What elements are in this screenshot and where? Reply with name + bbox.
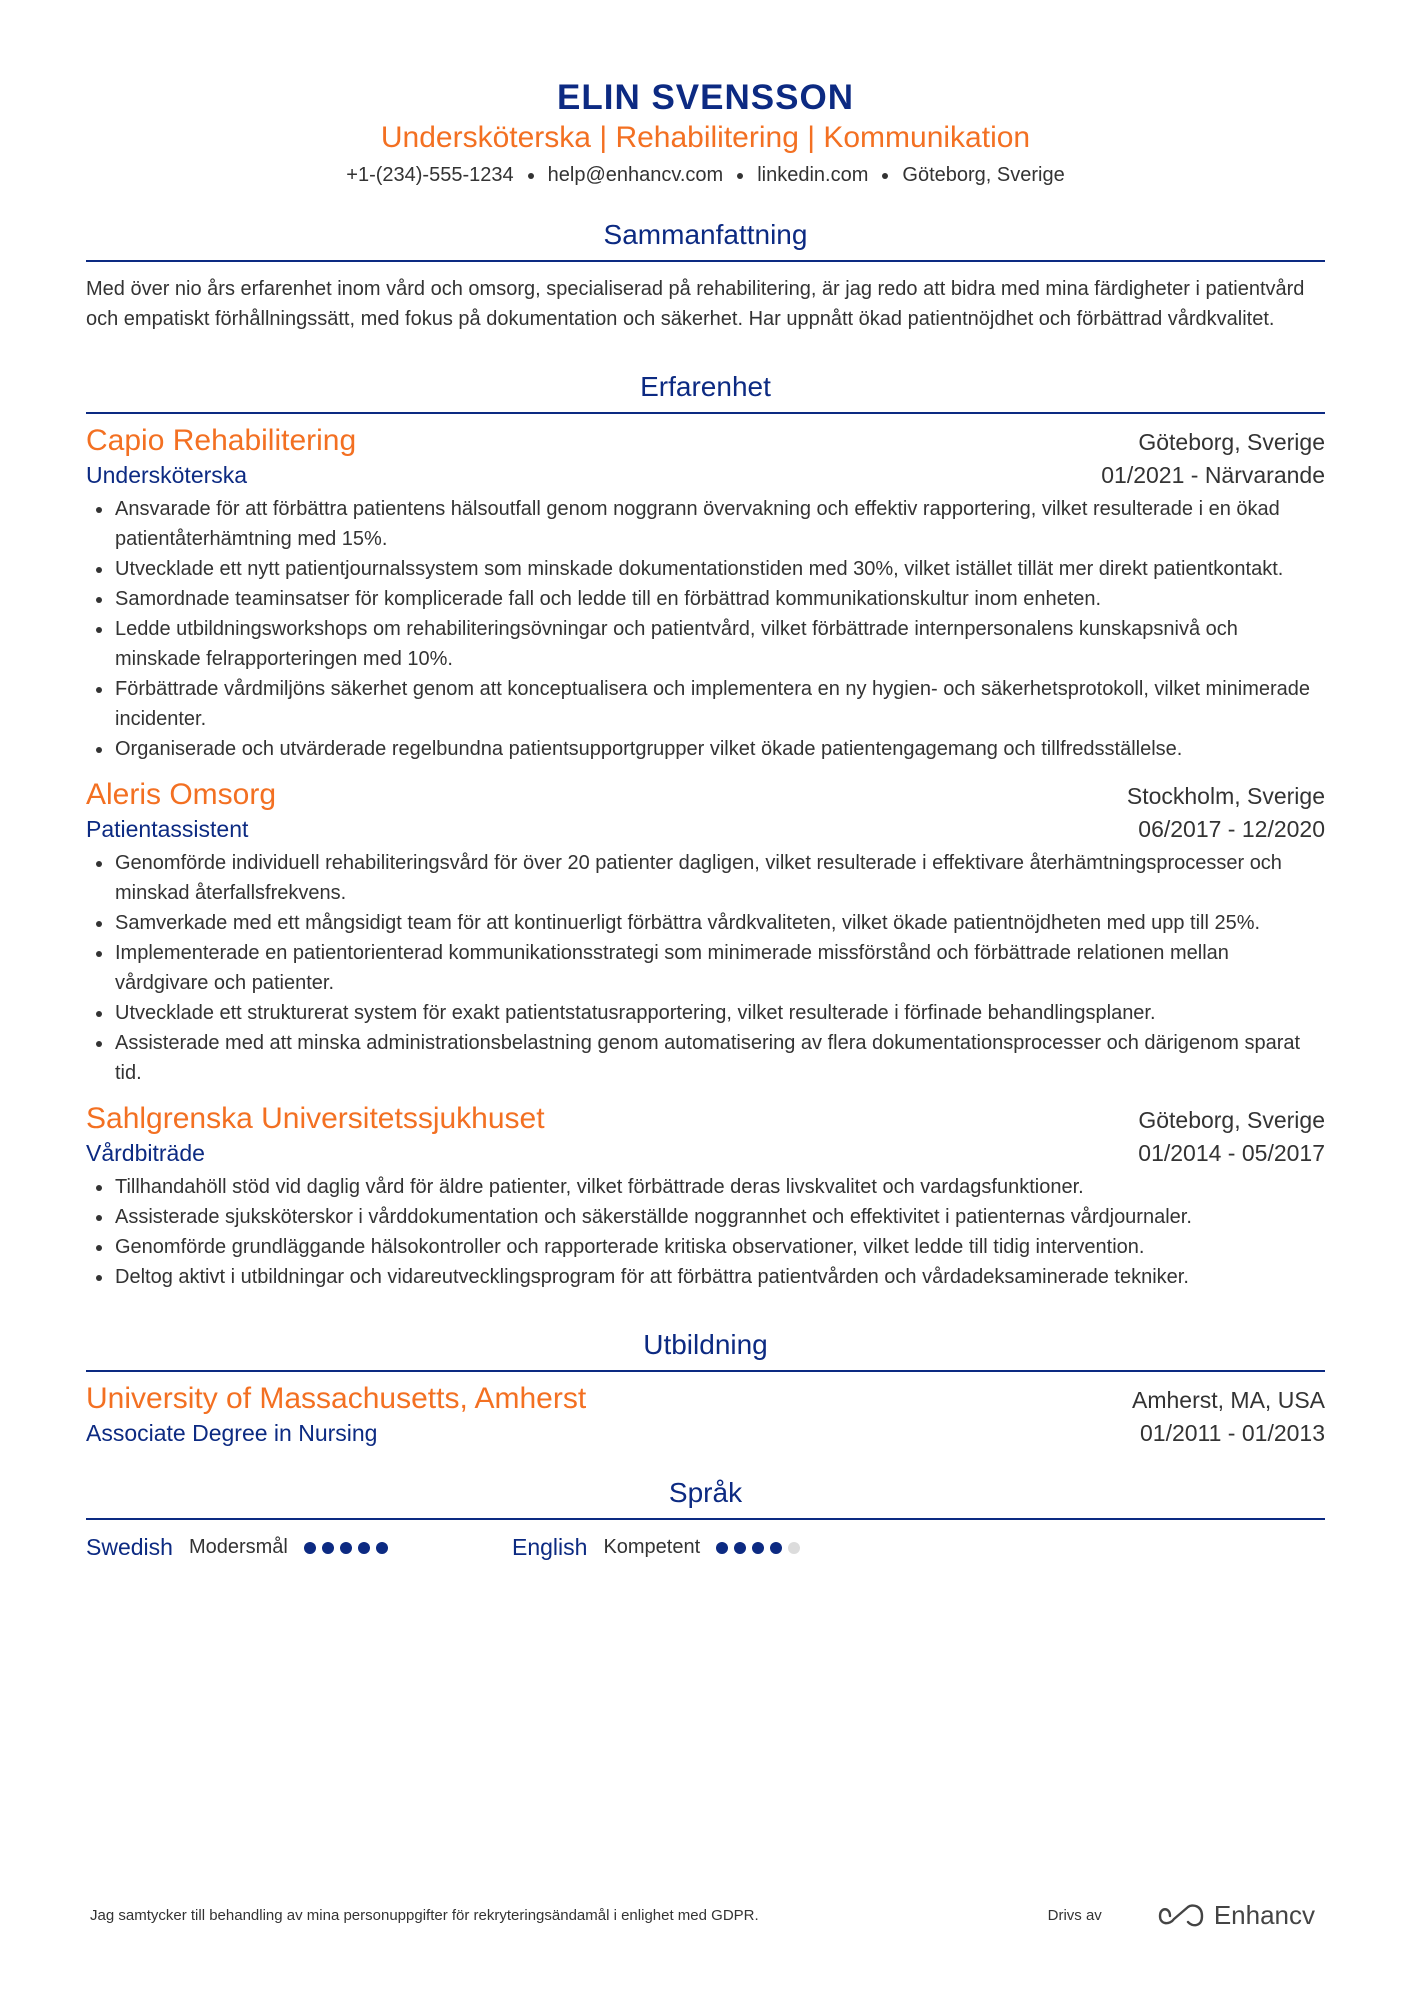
company-name: Capio Rehabilitering bbox=[86, 424, 357, 457]
job-role: Undersköterska bbox=[86, 462, 248, 488]
experience-item bbox=[86, 1100, 1325, 1292]
bullet-item: Assisterade med att minska administrationsbelastning genom automatisering av flera dokumentationsprocesser och därigenom sparat tid. bbox=[86, 1028, 1325, 1088]
rating-dot-filled bbox=[322, 1542, 334, 1554]
separator-dot bbox=[882, 173, 888, 179]
linkedin[interactable]: linkedin.com bbox=[757, 164, 869, 186]
school-location: Amherst, MA, USA bbox=[1132, 1387, 1325, 1413]
rating-dot-filled bbox=[752, 1542, 764, 1554]
job-dates: 01/2021 - Närvarande bbox=[1101, 462, 1325, 488]
bullet-item: Genomförde grundläggande hälsokontroller och rapporterade kritiska observationer, vilket ledde till tidig intervention. bbox=[86, 1232, 1325, 1262]
languages-heading: Språk bbox=[86, 1476, 1325, 1520]
company-name: Sahlgrenska Universitetssjukhuset bbox=[86, 1102, 545, 1135]
degree: Associate Degree in Nursing bbox=[86, 1420, 378, 1446]
bullet-item: Ansvarade för att förbättra patientens hälsoutfall genom noggrann övervakning och effektiv rapportering, vilket resulterade i en ökad patientåterhämtning med 15%. bbox=[86, 494, 1325, 554]
summary-text: Med över nio års erfarenhet inom vård och omsorg, specialiserad på rehabilitering, är jag redo att bidra med mina färdigheter i patientvård och empatiskt förhållningssätt, med fokus på dokumentation och säkerhet. Har uppnått ökad patientnöjdhet och förbättrad vårdkvalitet. bbox=[86, 278, 1305, 330]
separator-dot bbox=[528, 173, 534, 179]
brand-name: Enhancv bbox=[1213, 1900, 1315, 1930]
rating-dot-filled bbox=[304, 1542, 316, 1554]
gdpr-consent: Jag samtycker till behandling av mina personuppgifter för rekryteringsändamål i enlighet med GDPR. bbox=[90, 1907, 759, 1924]
bullet-item: Utvecklade ett nytt patientjournalssystem som minskade dokumentationstiden med 30%, vilket istället tillät mer direkt patientkontakt. bbox=[86, 554, 1325, 584]
job-location: Göteborg, Sverige bbox=[1138, 1107, 1325, 1133]
language-rating bbox=[716, 1542, 800, 1554]
resume-page bbox=[86, 0, 1325, 1561]
bullet-item: Förbättrade vårdmiljöns säkerhet genom att konceptualisera och implementera en ny hygien- och säkerhetsprotokoll, vilket minimerade incidenter. bbox=[86, 674, 1325, 734]
location: Göteborg, Sverige bbox=[902, 164, 1065, 186]
summary-heading: Sammanfattning bbox=[86, 218, 1325, 262]
education-item bbox=[86, 1380, 1325, 1448]
job-location: Göteborg, Sverige bbox=[1138, 429, 1325, 455]
bullet-item: Samverkade med ett mångsidigt team för att kontinuerligt förbättra vårdkvaliteten, vilket ökade patientnöjdheten med upp till 25%. bbox=[86, 908, 1325, 938]
contact-line bbox=[86, 162, 1325, 188]
bullet-item: Tillhandahöll stöd vid daglig vård för äldre patienter, vilket förbättrade deras livskvalitet och vardagsfunktioner. bbox=[86, 1172, 1325, 1202]
bullet-item: Organiserade och utvärderade regelbundna patientsupportgrupper vilket ökade patientengagemang och tillfredsställelse. bbox=[86, 734, 1325, 764]
footer bbox=[90, 1900, 1315, 1931]
language-level: Modersmål bbox=[188, 1536, 288, 1558]
job-role: Patientassistent bbox=[86, 816, 249, 842]
candidate-name: ELIN SVENSSON bbox=[557, 78, 854, 117]
languages-list bbox=[86, 1534, 1325, 1561]
email[interactable]: help@enhancv.com bbox=[547, 164, 724, 186]
job-location: Stockholm, Sverige bbox=[1126, 783, 1325, 809]
company-name: Aleris Omsorg bbox=[86, 778, 277, 811]
bullet-item: Genomförde individuell rehabiliteringsvård för över 20 patienter dagligen, vilket resulterade i effektivare återhämtningsprocesser och minskad återfallsfrekvens. bbox=[86, 848, 1325, 908]
bullet-item: Assisterade sjuksköterskor i vårddokumentation och säkerställde noggrannhet och effektivitet i patienternas vårdjournaler. bbox=[86, 1202, 1325, 1232]
bullet-item: Utvecklade ett strukturerat system för exakt patientstatusrapportering, vilket resulterade i förfinade behandlingsplaner. bbox=[86, 998, 1325, 1028]
education-heading: Utbildning bbox=[86, 1328, 1325, 1372]
rating-dot-filled bbox=[358, 1542, 370, 1554]
language-item bbox=[86, 1534, 512, 1561]
rating-dot-filled bbox=[376, 1542, 388, 1554]
language-name: Swedish bbox=[86, 1534, 173, 1560]
school-name: University of Massachusetts, Amherst bbox=[86, 1382, 587, 1415]
experience-item bbox=[86, 422, 1325, 764]
rating-dot-empty bbox=[788, 1542, 800, 1554]
rating-dot-filled bbox=[716, 1542, 728, 1554]
language-name: English bbox=[512, 1534, 588, 1560]
experience-heading: Erfarenhet bbox=[86, 370, 1325, 414]
job-dates: 06/2017 - 12/2020 bbox=[1138, 816, 1325, 842]
job-dates: 01/2014 - 05/2017 bbox=[1138, 1140, 1325, 1166]
language-item bbox=[512, 1534, 938, 1561]
separator-dot bbox=[737, 173, 743, 179]
language-level: Kompetent bbox=[603, 1536, 701, 1558]
rating-dot-filled bbox=[340, 1542, 352, 1554]
rating-dot-filled bbox=[734, 1542, 746, 1554]
experience-item bbox=[86, 776, 1325, 1088]
bullet-item: Samordnade teaminsatser för komplicerade fall och ledde till en förbättrad kommunikationskultur inom enheten. bbox=[86, 584, 1325, 614]
infinity-icon bbox=[1158, 1903, 1204, 1929]
bullet-item: Ledde utbildningsworkshops om rehabiliteringsövningar och patientvård, vilket förbättrade internpersonalens kunskapsnivå och minskade felrapporteringen med 10%. bbox=[86, 614, 1325, 674]
powered-by: Drivs av bbox=[1047, 1907, 1102, 1924]
bullet-item: Deltog aktivt i utbildningar och vidareutvecklingsprogram för att förbättra patientvården och vårdadeksaminerade tekniker. bbox=[86, 1262, 1325, 1292]
job-role: Vårdbiträde bbox=[86, 1140, 205, 1166]
language-rating bbox=[304, 1542, 388, 1554]
phone: +1-(234)-555-1234 bbox=[346, 164, 514, 186]
rating-dot-filled bbox=[770, 1542, 782, 1554]
candidate-title: Undersköterska | Rehabilitering | Kommunikation bbox=[380, 121, 1031, 154]
brand-logo[interactable] bbox=[1158, 1900, 1315, 1931]
education-dates: 01/2011 - 01/2013 bbox=[1139, 1420, 1325, 1446]
bullet-item: Implementerade en patientorienterad kommunikationsstrategi som minimerade missförstånd och förbättrade relationen mellan vårdgivare och patienter. bbox=[86, 938, 1325, 998]
